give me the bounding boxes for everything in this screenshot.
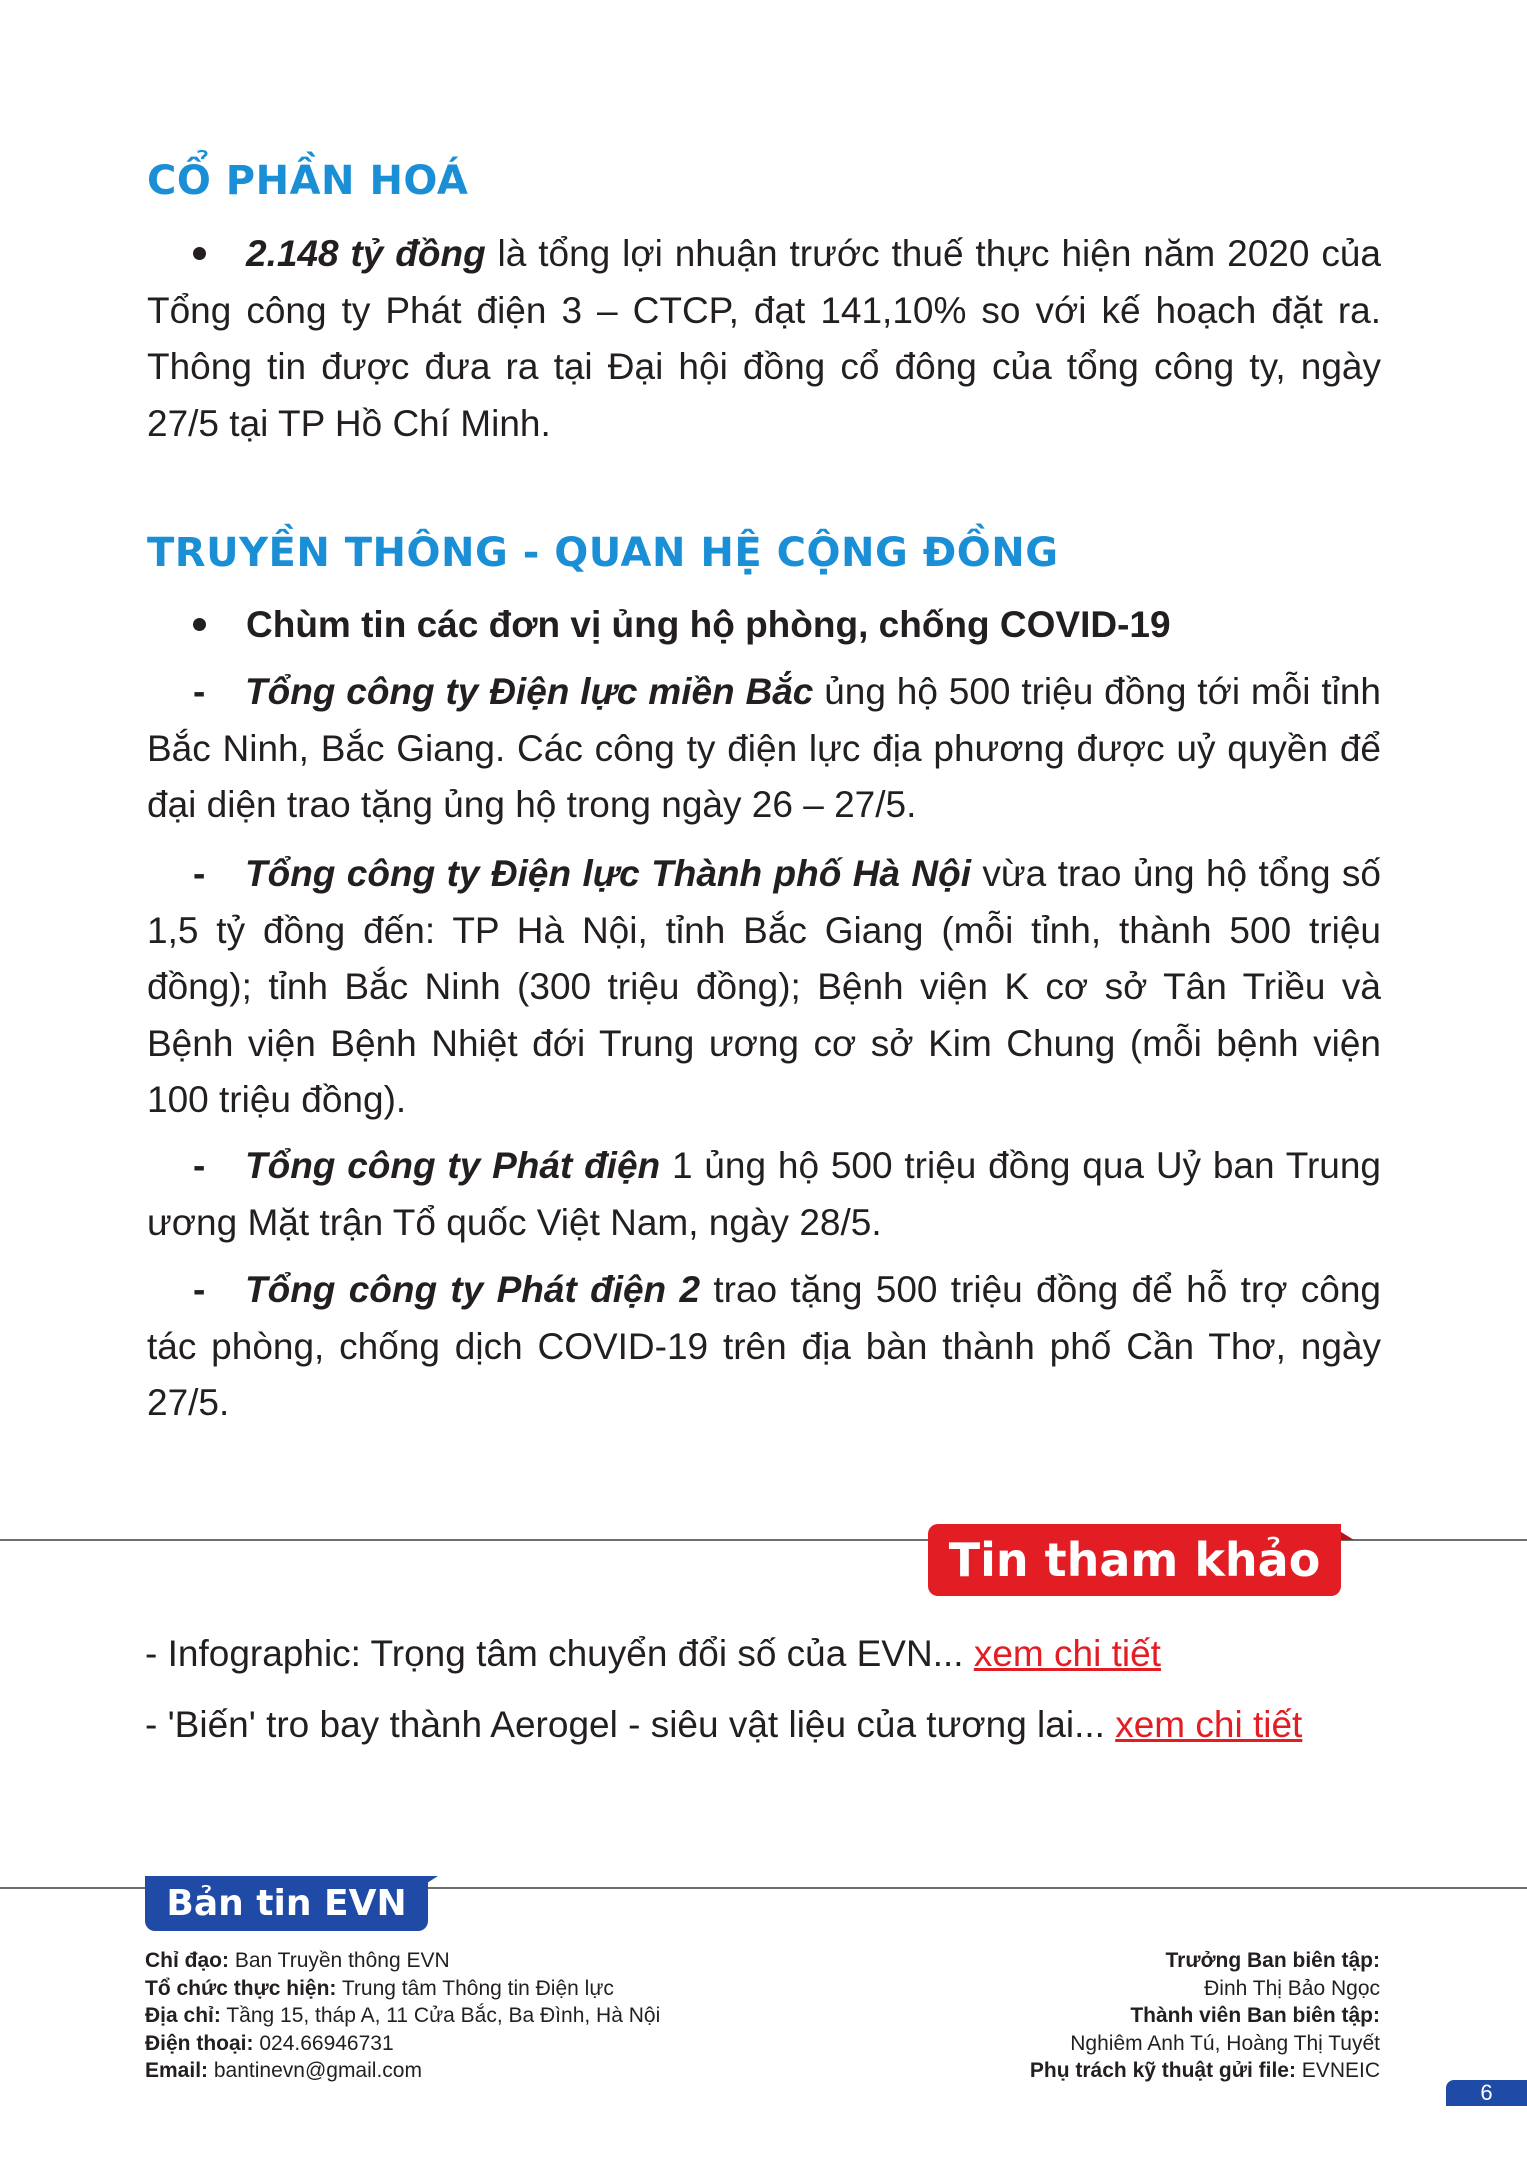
news-item-text: ủng hộ 500 triệu đồng tới mỗi tỉnh Bắc Ninh, Bắc Giang. Các công ty điện lực địa phương được uỷ quyền để đại diện trao tặng ủng hộ trong ngày 26 – 27/5. [147, 671, 1381, 825]
bullet-title: Chùm tin các đơn vị ủng hộ phòng, chống COVID-19 [246, 604, 1171, 645]
news-item-subject: Tổng công ty Điện lực Thành phố Hà Nội [245, 853, 972, 894]
publisher-line: Email: bantinevn@gmail.com [145, 2059, 422, 2082]
editor-in-chief-label: Trưởng Ban biên tập: [1165, 1949, 1380, 1972]
news-item-text: vừa trao ủng hộ tổng số 1,5 tỷ đồng đến: TP Hà Nội, tỉnh Bắc Giang (mỗi tỉnh, thành 500 triệu đồng); tỉnh Bắc Ninh (300 triệu đồng); Bệnh viện K cơ sở Tân Triều và Bệnh viện Bệnh Nhiệt đới Trung ương cơ sở Kim Chung (mỗi bệnh viện 100 triệu đồng). [147, 853, 1381, 1120]
section-heading-truyen-thong: TRUYỀN THÔNG - QUAN HỆ CỘNG ĐỒNG [147, 530, 1059, 576]
paragraph-text: là tổng lợi nhuận trước thuế thực hiện năm 2020 của Tổng công ty Phát điện 3 – CTCP, đạt 141,10% so với kế hoạch đặt ra. Thông tin được đưa ra tại Đại hội đồng cổ đông của tổng công ty, ngày 27/5 tại TP Hồ Chí Minh. [147, 233, 1381, 444]
section1-paragraph [147, 226, 1381, 452]
bullet-icon [193, 618, 206, 631]
publisher-line: Địa chỉ: Tầng 15, tháp A, 11 Cửa Bắc, Ba Đình, Hà Nội [145, 2004, 661, 2027]
news-item [147, 1262, 1381, 1432]
reference-item [145, 1700, 1302, 1750]
news-item-subject: Tổng công ty Điện lực miền Bắc [245, 671, 814, 712]
dash-marker: - [193, 1145, 206, 1186]
dash-marker: - [193, 853, 206, 894]
reference-item [145, 1629, 1161, 1679]
section-heading-co-phan-hoa: CỔ PHẦN HOÁ [147, 158, 469, 204]
news-item [147, 1138, 1381, 1251]
news-item-subject: Tổng công ty Phát điện 2 [245, 1269, 701, 1310]
news-item-subject: Tổng công ty Phát điện [245, 1145, 661, 1186]
publisher-line: Tổ chức thực hiện: Trung tâm Thông tin Điện lực [145, 1976, 614, 2000]
news-item-text: trao tặng 500 triệu đồng để hỗ trợ công tác phòng, chống dịch COVID-19 trên địa bàn thành phố Cần Thơ, ngày 27/5. [147, 1269, 1382, 1423]
references-title: Tin tham khảo [928, 1524, 1341, 1596]
reference-text: - Infographic: Trọng tâm chuyển đổi số của EVN... [145, 1633, 974, 1674]
publisher-info [145, 1947, 660, 2085]
news-item-text: 1 ủng hộ 500 triệu đồng qua Uỷ ban Trung ương Mặt trận Tổ quốc Việt Nam, ngày 28/5. [147, 1145, 1381, 1243]
reference-text: - 'Biến' tro bay thành Aerogel - siêu vật liệu của tương lai... [145, 1704, 1116, 1745]
technical-contact: Phụ trách kỹ thuật gửi file: EVNEIC [1029, 2059, 1380, 2082]
dash-marker: - [193, 671, 206, 712]
editor-in-chief-name: Đinh Thị Bảo Ngọc [1204, 1976, 1380, 2000]
view-details-link[interactable]: xem chi tiết [973, 1633, 1161, 1674]
board-members-label: Thành viên Ban biên tập: [1130, 2004, 1380, 2027]
news-item [147, 846, 1381, 1129]
editorial-board [1030, 1947, 1380, 2085]
news-item [147, 664, 1381, 834]
newsletter-brand: Bản tin EVN [145, 1876, 428, 1931]
page-number: 6 [1446, 2080, 1527, 2106]
bullet-icon [193, 247, 206, 260]
publisher-line: Chỉ đạo: Ban Truyền thông EVN [145, 1949, 450, 1972]
publisher-line: Điện thoại: 024.66946731 [145, 2031, 394, 2055]
view-details-link[interactable]: xem chi tiết [1115, 1704, 1303, 1745]
section2-bullet [147, 597, 1381, 654]
highlight-figure: 2.148 tỷ đồng [246, 233, 486, 274]
board-members-names: Nghiêm Anh Tú, Hoàng Thị Tuyết [1070, 2031, 1380, 2055]
dash-marker: - [193, 1269, 206, 1310]
